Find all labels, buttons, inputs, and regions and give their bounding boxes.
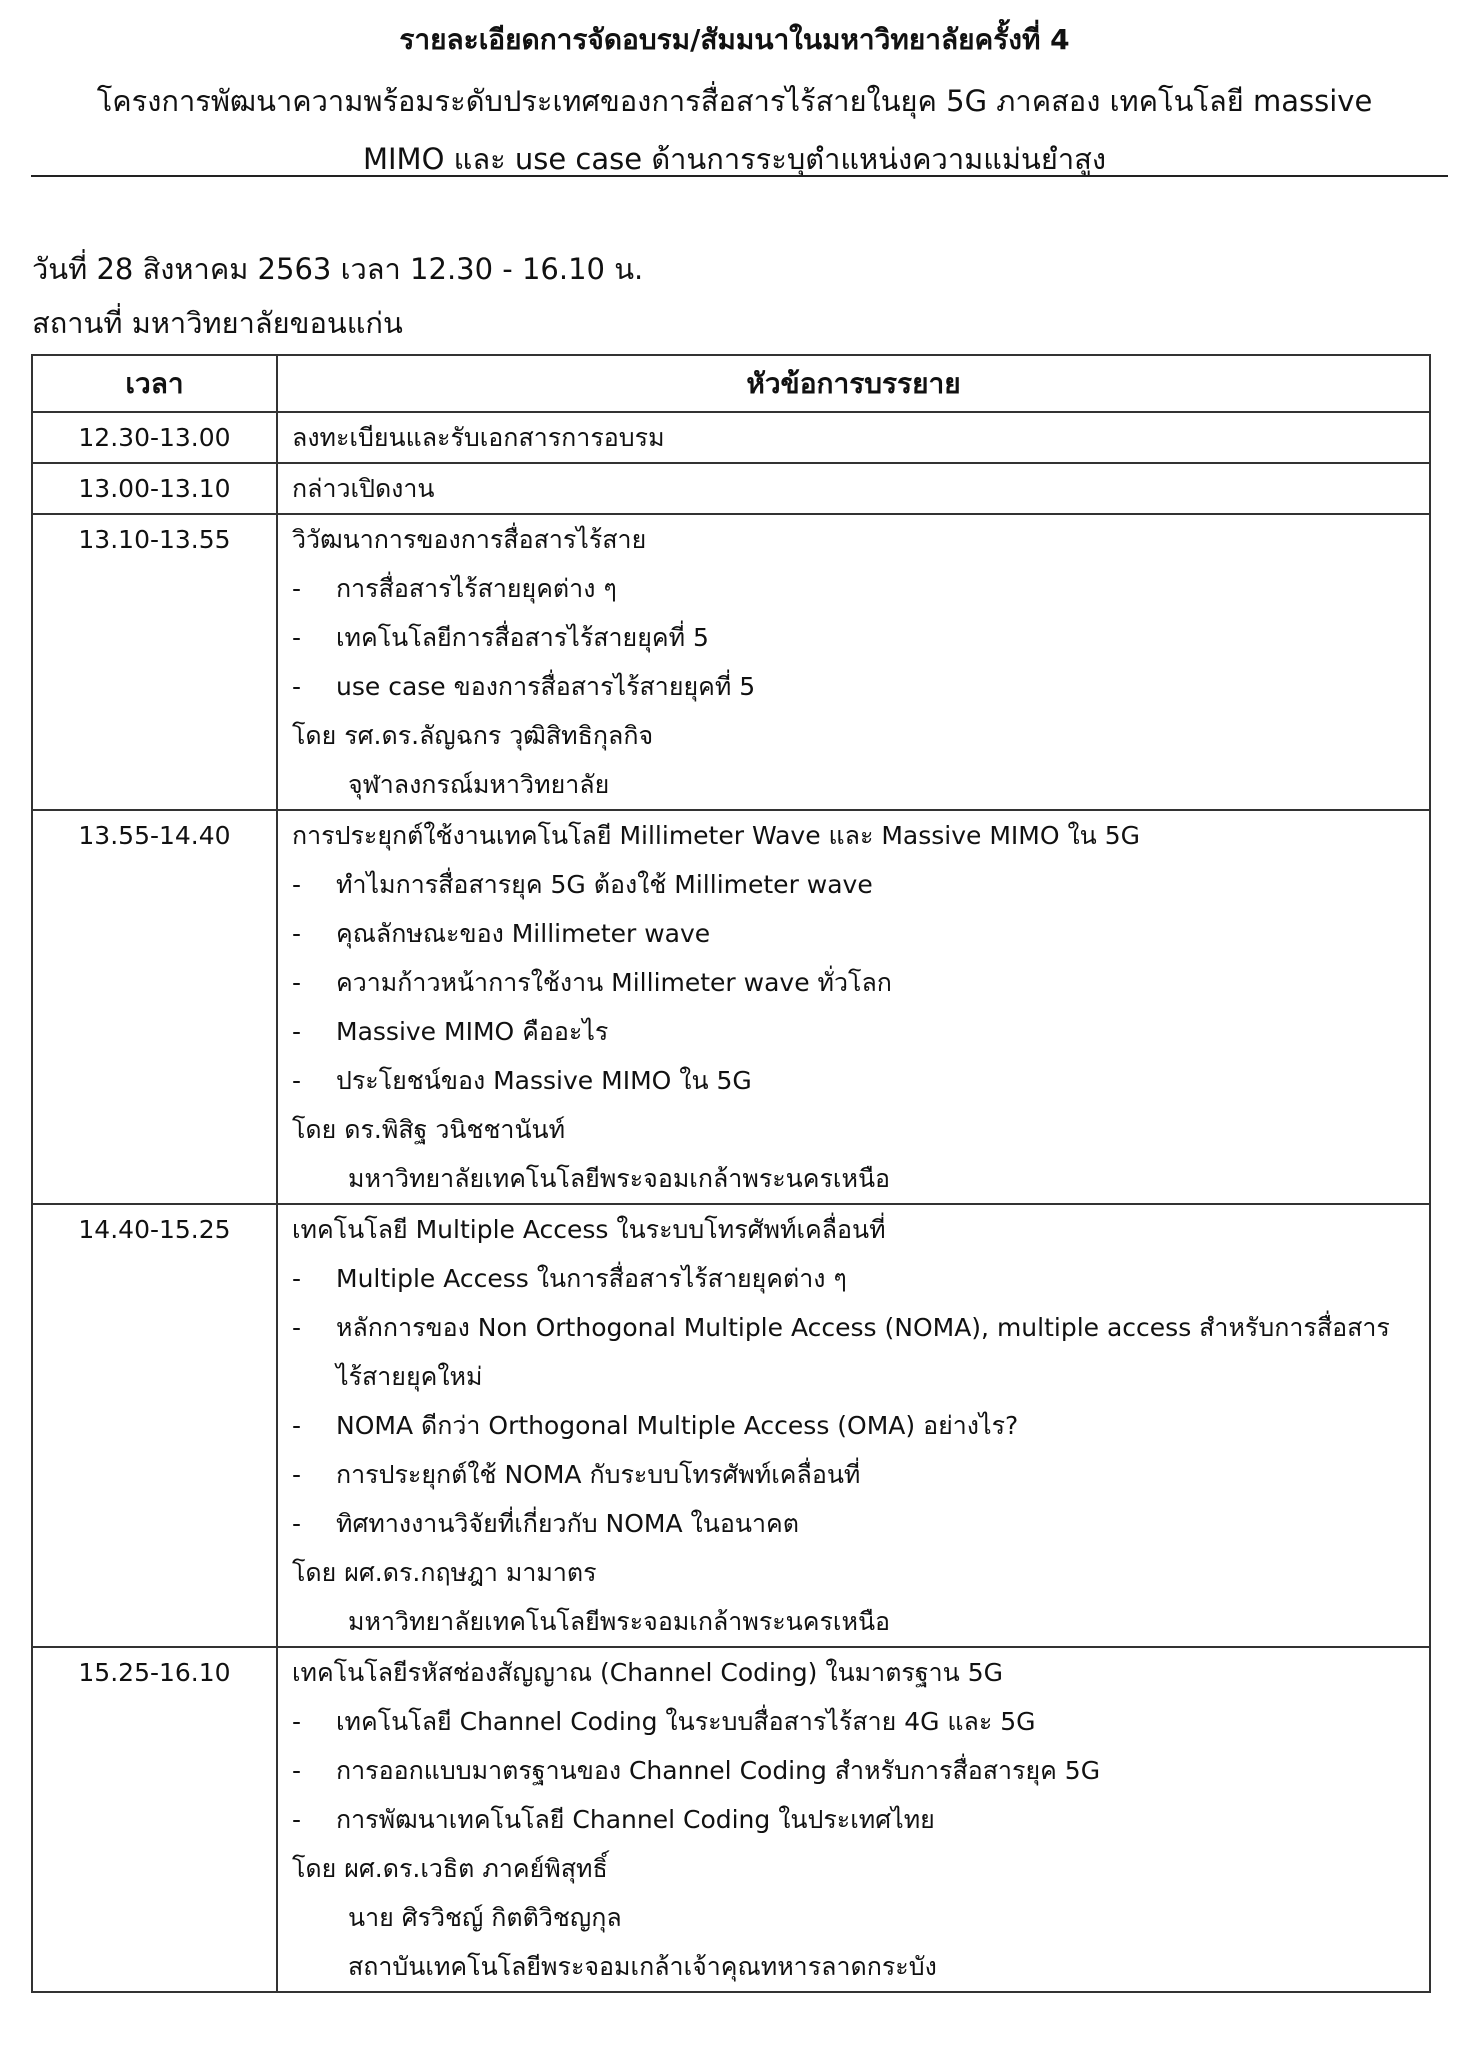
session-bullet: [292, 1303, 1415, 1401]
session-bullet: [292, 860, 1415, 909]
session-bullet: [292, 613, 1415, 662]
bullet-text: เทคโนโลยี Channel Coding ในระบบสื่อสารไร้สาย 4G และ 5G: [336, 1707, 1036, 1736]
session-time: 13.10-13.55: [32, 514, 277, 810]
bullet-text: ทำไมการสื่อสารยุค 5G ต้องใช้ Millimeter wave: [336, 870, 873, 899]
speaker-affiliation: สถาบันเทคโนโลยีพระจอมเกล้าเจ้าคุณทหารลาดกระบัง: [348, 1952, 937, 1981]
bullet-dash: -: [292, 1264, 302, 1293]
header-topic: หัวข้อการบรรยาย: [277, 355, 1430, 412]
session-bullet: [292, 564, 1415, 613]
bullet-dash: -: [292, 1411, 302, 1440]
bullet-text: การสื่อสารไร้สายยุคต่าง ๆ: [336, 574, 617, 603]
event-date: วันที่ 28 สิงหาคม 2563 เวลา 12.30 - 16.10 น.: [32, 252, 644, 286]
bullet-text: การออกแบบมาตรฐานของ Channel Coding สำหรับการสื่อสารยุค 5G: [336, 1756, 1101, 1785]
bullet-text: หลักการของ Non Orthogonal Multiple Access (NOMA), multiple access สำหรับการสื่อสารไร้สายยุคใหม่: [336, 1313, 1390, 1391]
session-speaker: โดย ผศ.ดร.เวธิต ภาคย์พิสุทธิ์: [292, 1854, 608, 1883]
bullet-text: Massive MIMO คืออะไร: [336, 1017, 609, 1046]
session-speaker: โดย ดร.พิสิฐ วนิชชานันท์: [292, 1115, 566, 1144]
schedule-row: [32, 810, 1430, 1204]
session-heading: เทคโนโลยีรหัสช่องสัญญาณ (Channel Coding) ในมาตรฐาน 5G: [292, 1658, 1003, 1687]
bullet-text: การประยุกต์ใช้ NOMA กับระบบโทรศัพท์เคลื่อนที่: [336, 1460, 861, 1489]
session-bullet: [292, 1056, 1415, 1105]
session-topic: [277, 1647, 1430, 1992]
session-topic: [277, 1204, 1430, 1647]
bullet-dash: -: [292, 623, 302, 652]
session-bullet: [292, 1254, 1415, 1303]
bullet-dash: -: [292, 574, 302, 603]
schedule-header-row: [32, 355, 1430, 412]
bullet-dash: -: [292, 672, 302, 701]
bullet-dash: -: [292, 919, 302, 948]
session-heading: วิวัฒนาการของการสื่อสารไร้สาย: [292, 525, 647, 554]
session-bullet: [292, 958, 1415, 1007]
bullet-dash: -: [292, 1756, 302, 1785]
bullet-dash: -: [292, 968, 302, 997]
schedule-row: [32, 514, 1430, 810]
bullet-dash: -: [292, 870, 302, 899]
session-heading: กล่าวเปิดงาน: [292, 474, 435, 503]
session-bullet: [292, 1795, 1415, 1844]
session-speaker: โดย รศ.ดร.ลัญฉกร วุฒิสิทธิกุลกิจ: [292, 721, 654, 750]
session-time: 14.40-15.25: [32, 1204, 277, 1647]
session-heading: เทคโนโลยี Multiple Access ในระบบโทรศัพท์เคลื่อนที่: [292, 1215, 886, 1244]
schedule-row: [32, 1647, 1430, 1992]
bullet-text: Multiple Access ในการสื่อสารไร้สายยุคต่าง ๆ: [336, 1264, 847, 1293]
project-title-line-1: โครงการพัฒนาความพร้อมระดับประเทศของการสื่อสารไร้สายในยุค 5G ภาคสอง เทคโนโลยี massive: [96, 84, 1373, 118]
session-speaker: โดย ผศ.ดร.กฤษฎา มามาตร: [292, 1558, 597, 1587]
bullet-text: use case ของการสื่อสารไร้สายยุคที่ 5: [336, 672, 756, 701]
bullet-text: NOMA ดีกว่า Orthogonal Multiple Access (OMA) อย่างไร?: [336, 1411, 1019, 1440]
speaker-affiliation: มหาวิทยาลัยเทคโนโลยีพระจอมเกล้าพระนครเหนือ: [348, 1164, 891, 1193]
session-topic: [277, 412, 1430, 463]
bullet-dash: -: [292, 1017, 302, 1046]
session-heading: การประยุกต์ใช้งานเทคโนโลยี Millimeter Wave และ Massive MIMO ใน 5G: [292, 821, 1140, 850]
speaker-affiliation: จุฬาลงกรณ์มหาวิทยาลัย: [348, 770, 610, 799]
header-time: เวลา: [32, 355, 277, 412]
document-title: รายละเอียดการจัดอบรม/สัมมนาในมหาวิทยาลัยครั้งที่ 4: [399, 23, 1070, 56]
bullet-text: ทิศทางงานวิจัยที่เกี่ยวกับ NOMA ในอนาคต: [336, 1509, 799, 1538]
schedule-table: [31, 354, 1431, 1993]
bullet-dash: -: [292, 1460, 302, 1489]
bullet-text: คุณลักษณะของ Millimeter wave: [336, 919, 711, 948]
session-bullet: [292, 1450, 1415, 1499]
bullet-dash: -: [292, 1707, 302, 1736]
bullet-dash: -: [292, 1509, 302, 1538]
session-bullet: [292, 909, 1415, 958]
project-title-line-2: MIMO และ use case ด้านการระบุตำแหน่งความแม่นยำสูง: [362, 142, 1106, 176]
bullet-dash: -: [292, 1805, 302, 1834]
session-time: 12.30-13.00: [32, 412, 277, 463]
bullet-text: เทคโนโลยีการสื่อสารไร้สายยุคที่ 5: [336, 623, 709, 652]
session-heading: ลงทะเบียนและรับเอกสารการอบรม: [292, 423, 665, 452]
session-bullet: [292, 1746, 1415, 1795]
session-bullet: [292, 1401, 1415, 1450]
session-bullet: [292, 662, 1415, 711]
event-venue: สถานที่ มหาวิทยาลัยขอนแก่น: [32, 306, 403, 340]
speaker-affiliation: มหาวิทยาลัยเทคโนโลยีพระจอมเกล้าพระนครเหนือ: [348, 1607, 891, 1636]
schedule-row: [32, 463, 1430, 514]
session-topic: [277, 810, 1430, 1204]
bullet-text: การพัฒนาเทคโนโลยี Channel Coding ในประเทศไทย: [336, 1805, 935, 1834]
session-time: 13.00-13.10: [32, 463, 277, 514]
session-topic: [277, 463, 1430, 514]
bullet-text: ความก้าวหน้าการใช้งาน Millimeter wave ทั่วโลก: [336, 968, 892, 997]
session-time: 15.25-16.10: [32, 1647, 277, 1992]
bullet-dash: -: [292, 1066, 302, 1095]
session-topic: [277, 514, 1430, 810]
speaker-affiliation: นาย ศิรวิชญ์ กิตติวิชญกุล: [348, 1903, 622, 1932]
session-bullet: [292, 1499, 1415, 1548]
session-time: 13.55-14.40: [32, 810, 277, 1204]
session-bullet: [292, 1007, 1415, 1056]
bullet-text: ประโยชน์ของ Massive MIMO ใน 5G: [336, 1066, 752, 1095]
bullet-dash: -: [292, 1313, 302, 1342]
session-bullet: [292, 1697, 1415, 1746]
schedule-row: [32, 1204, 1430, 1647]
title-divider: [31, 175, 1448, 177]
schedule-row: [32, 412, 1430, 463]
